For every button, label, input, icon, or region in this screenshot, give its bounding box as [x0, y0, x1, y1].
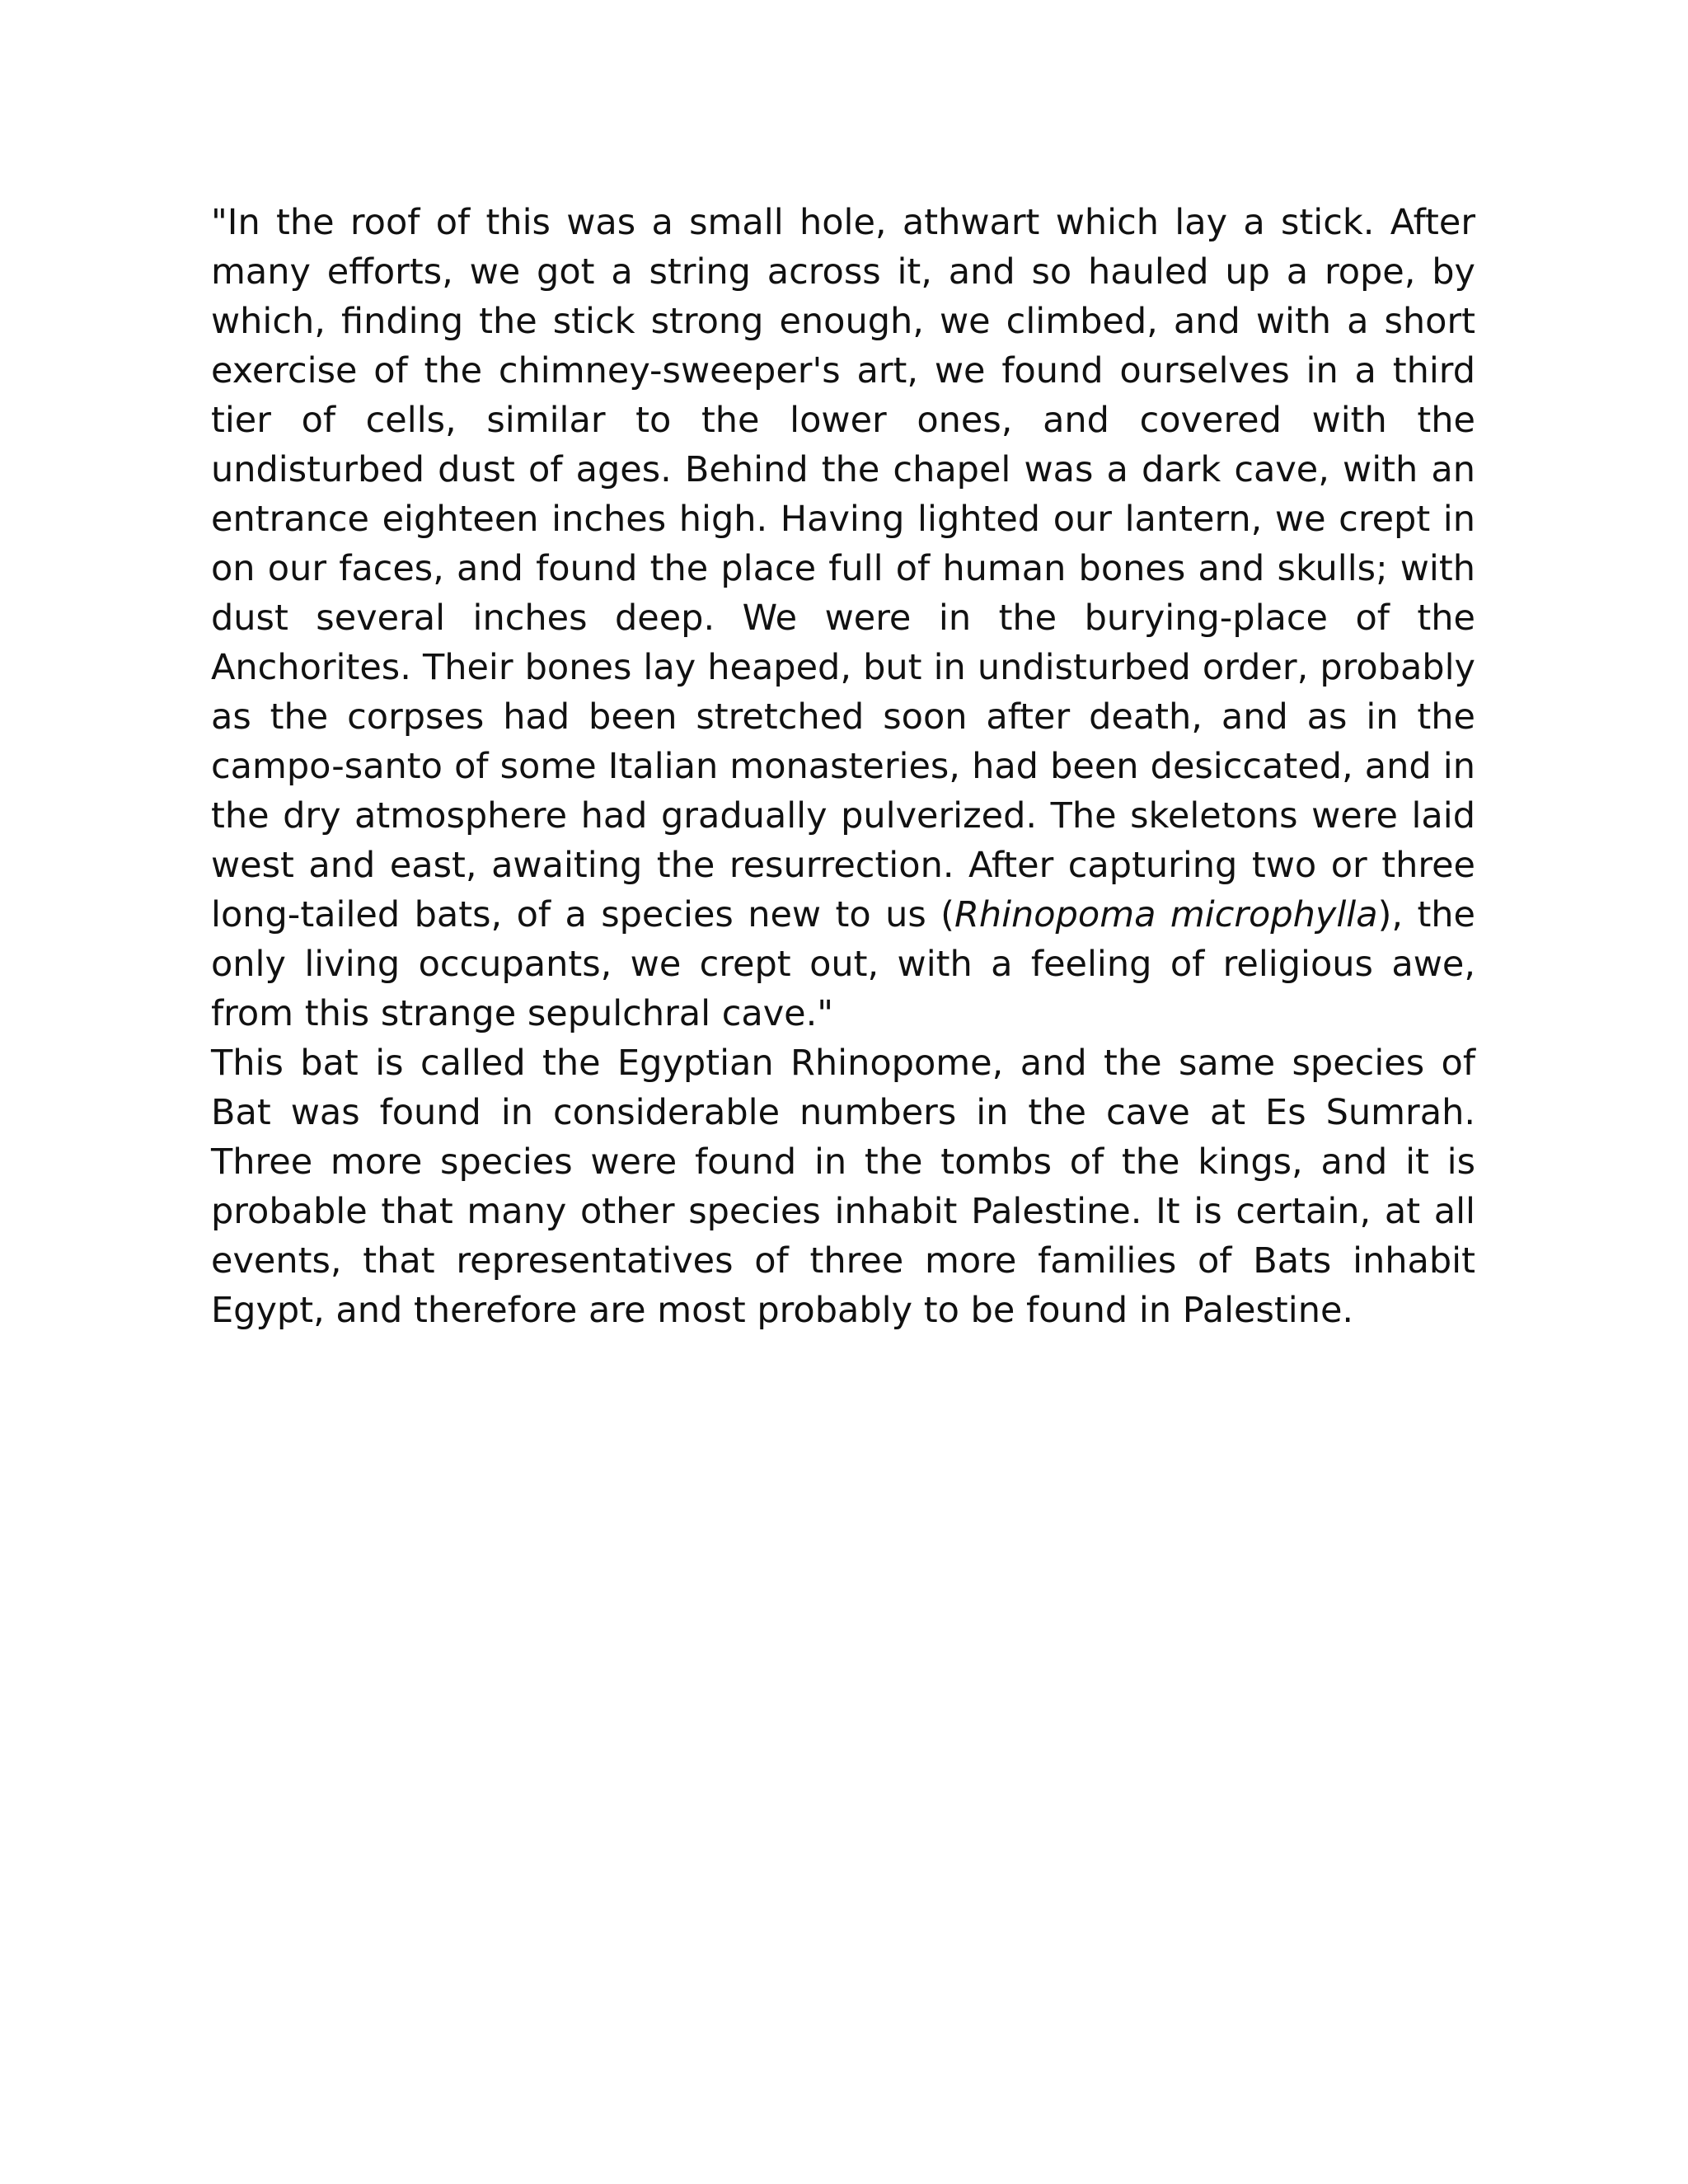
- species-name: Rhinopoma microphylla: [954, 894, 1378, 935]
- quote-text-start: "In the roof of this was a small hole, athwart which lay a stick. After many efforts, we got a string across it, and so hauled up a rope, by which, finding the stick strong enough, we climbed, and with a short exercise of the chimney-sweeper's art, we found ourselves in a third tier of cells, similar to the lower ones, and covered with the undisturbed dust of ages. Behind the chapel was a dark cave, with an entrance eighteen inches high. Having lighted our lantern, we crept in on our faces, and found the place full of human bones and skulls; with dust several inches deep. We were in the burying-place of the Anchorites. Their bones lay heaped, but in undisturbed order, probably as the corpses had been stretched soon after death, and as in the campo-santo of some Italian monasteries, had been desiccated, and in the dry atmosphere had gradually pulverized. The skeletons were laid west and east, awaiting the resurrection. After capturing two or three long-tailed bats, of a species new to us (: [211, 202, 1475, 935]
- quote-text-end: ), the only living occupants, we crept out, with a feeling of religious awe, from this strange sepulchral cave.": [211, 894, 1476, 1034]
- body-text: [211, 198, 1475, 1335]
- quoted-paragraph: [211, 198, 1475, 1038]
- closing-paragraph: This bat is called the Egyptian Rhinopome, and the same species of Bat was found in considerable numbers in the cave at Es Sumrah. Three more species were found in the tombs of the kings, and it is probable that many other species inhabit Palestine. It is certain, at all events, that representatives of three more families of Bats inhabit Egypt, and therefore are most probably to be found in Palestine.: [211, 1043, 1475, 1331]
